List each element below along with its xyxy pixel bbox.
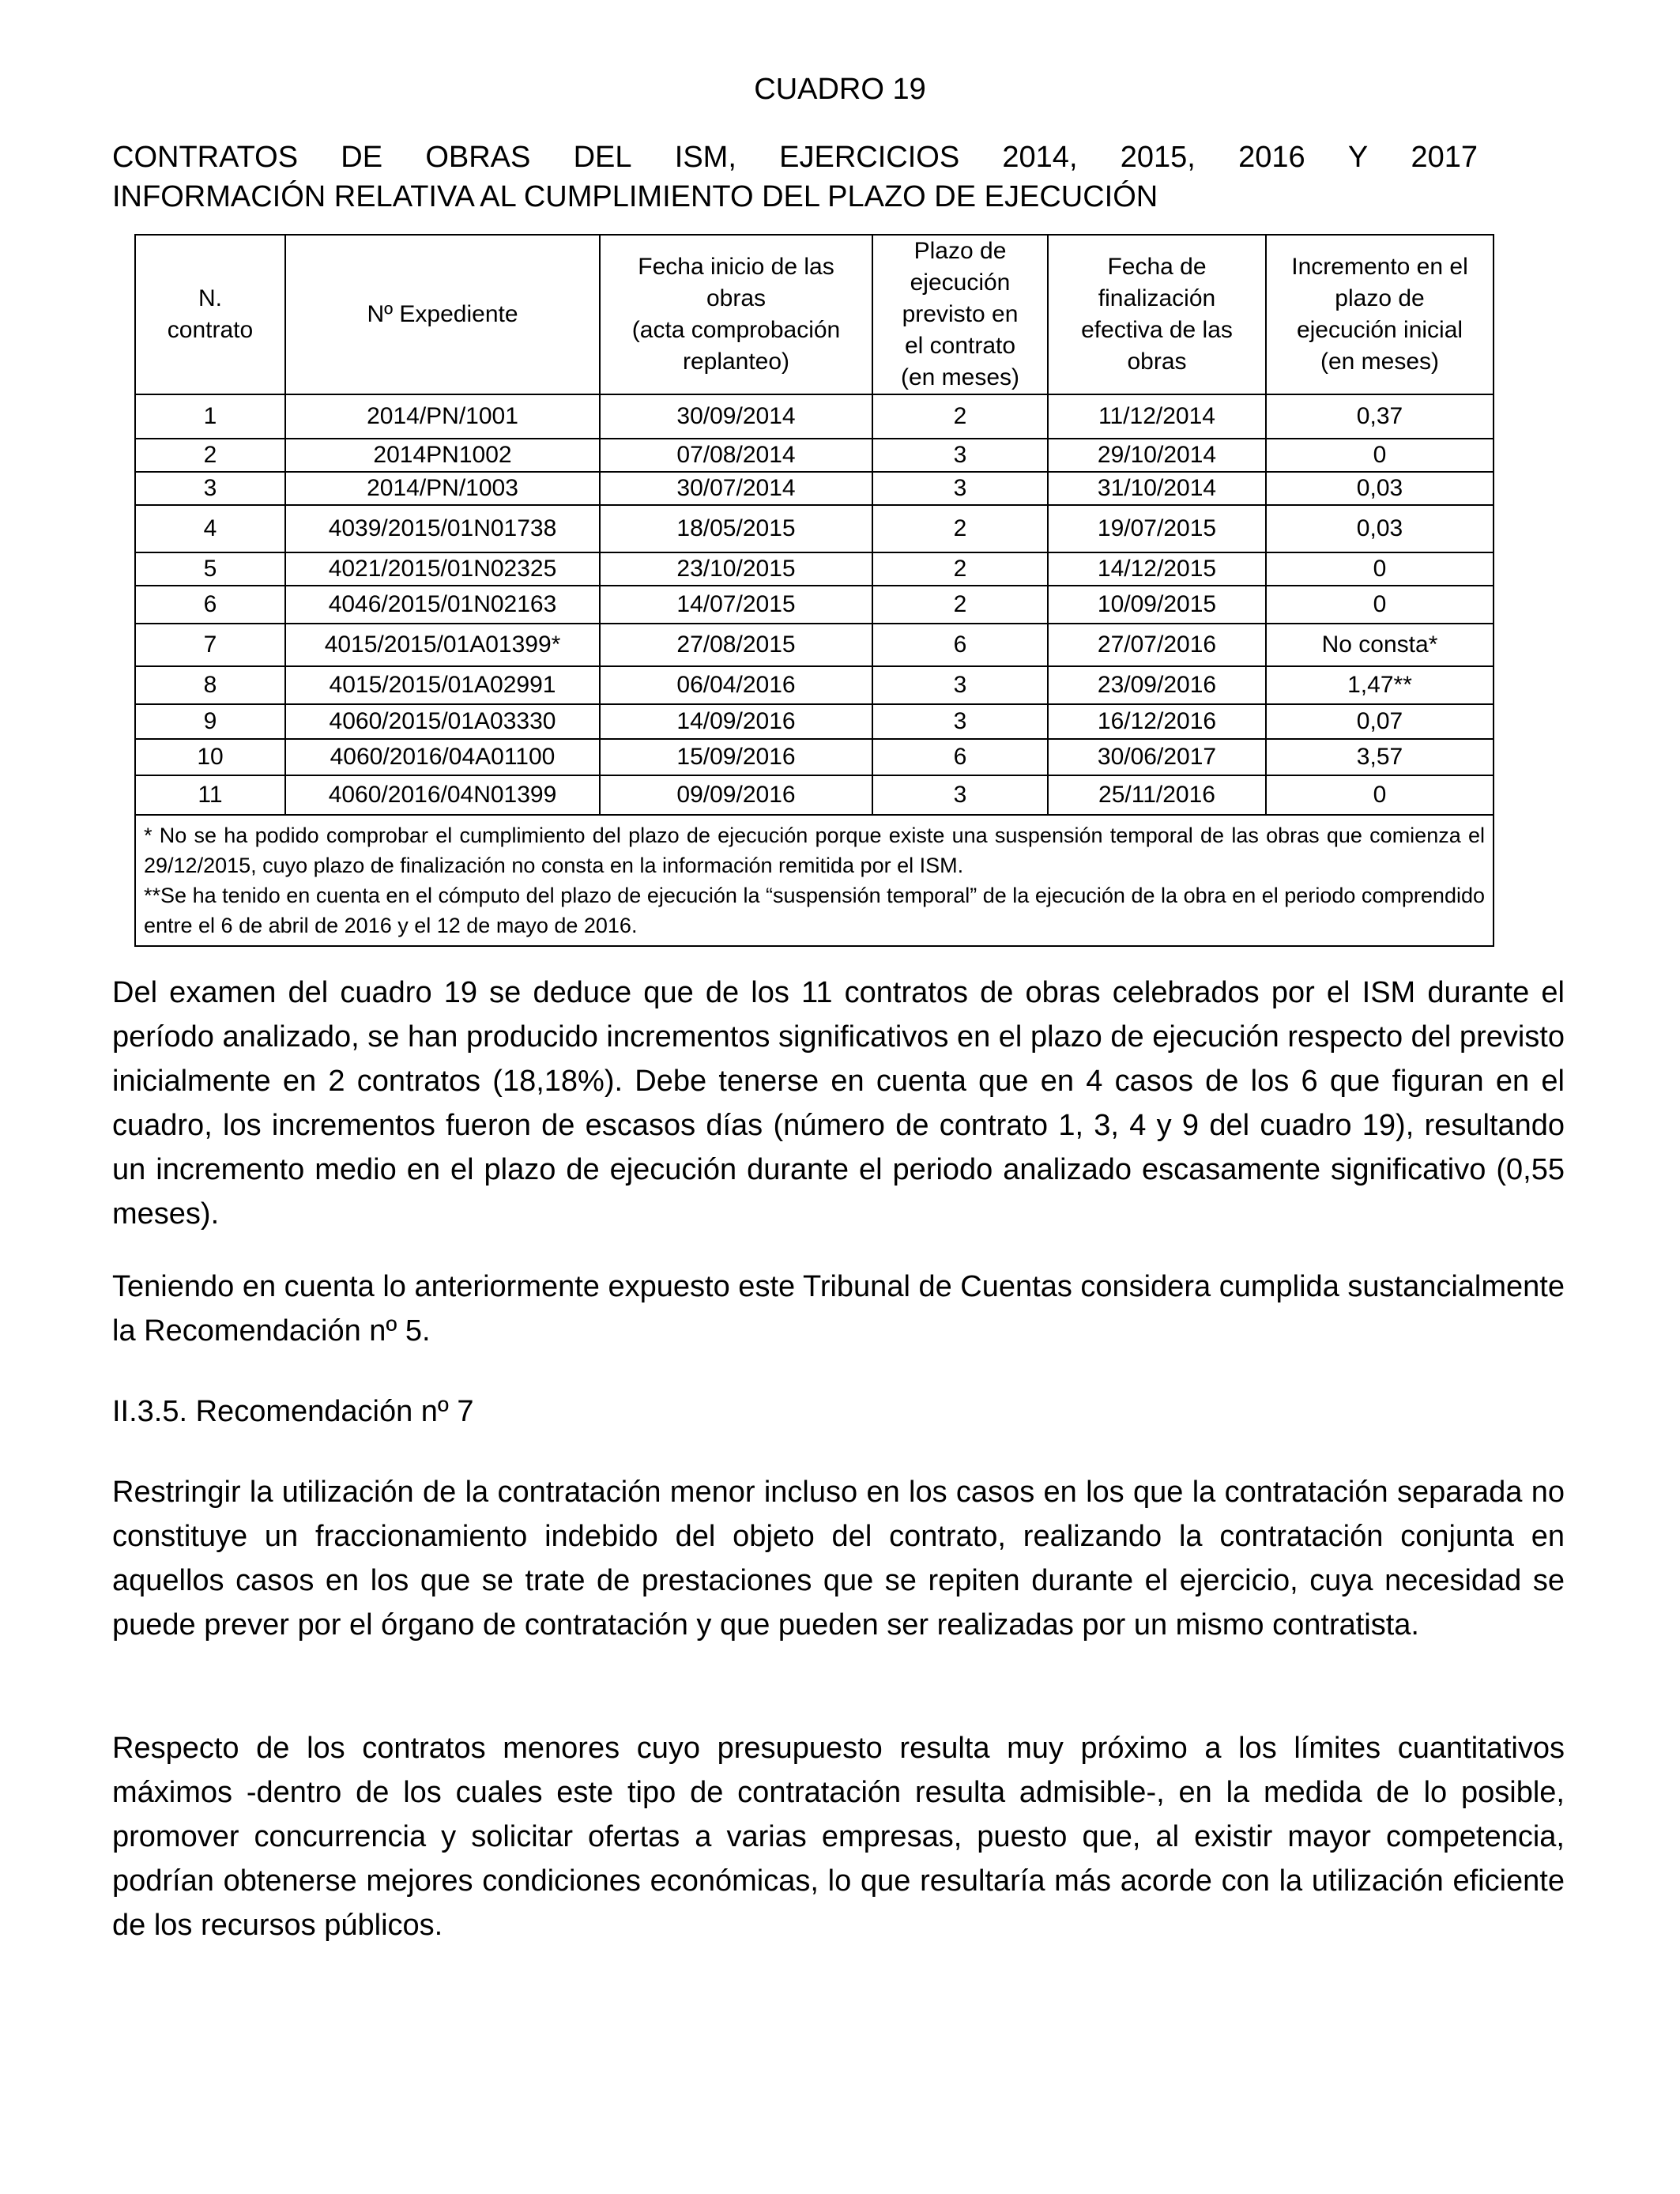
table-row xyxy=(135,775,1494,815)
header-contract-number: N. contrato xyxy=(135,235,285,394)
cell-planned-term: 2 xyxy=(872,394,1048,439)
cell-file-number: 4060/2016/04A01100 xyxy=(285,739,600,775)
cell-file-number: 4015/2015/01A01399* xyxy=(285,624,600,666)
title-word: OBRAS xyxy=(425,141,531,174)
cell-planned-term: 3 xyxy=(872,704,1048,739)
cell-start-date: 27/08/2015 xyxy=(600,624,872,666)
cell-start-date: 23/10/2015 xyxy=(600,552,872,586)
section-heading: II.3.5. Recomendación nº 7 xyxy=(112,1395,474,1428)
table-row xyxy=(135,472,1494,505)
cell-start-date: 06/04/2016 xyxy=(600,666,872,704)
table-row xyxy=(135,552,1494,586)
cell-file-number: 2014/PN/1003 xyxy=(285,472,600,505)
cell-contract-number: 3 xyxy=(135,472,285,505)
cell-planned-term: 3 xyxy=(872,775,1048,815)
cell-file-number: 4015/2015/01A02991 xyxy=(285,666,600,704)
cell-file-number: 4060/2015/01A03330 xyxy=(285,704,600,739)
cell-contract-number: 9 xyxy=(135,704,285,739)
cell-contract-number: 5 xyxy=(135,552,285,586)
paragraph-conclusion: Teniendo en cuenta lo anteriormente expuesto este Tribunal de Cuentas considera cumplida sustancialmente la Recomendación nº 5. xyxy=(112,1270,1565,1348)
cell-start-date: 30/09/2014 xyxy=(600,394,872,439)
header-start-date: Fecha inicio de las obras (acta comprobación replanteo) xyxy=(600,235,872,394)
table-title-line-2: INFORMACIÓN RELATIVA AL CUMPLIMIENTO DEL PLAZO DE EJECUCIÓN xyxy=(112,180,1158,213)
title-word: EJERCICIOS xyxy=(779,141,960,174)
cell-planned-term: 2 xyxy=(872,586,1048,624)
cell-start-date: 07/08/2014 xyxy=(600,439,872,472)
paragraph-minor-contracts: Respecto de los contratos menores cuyo presupuesto resulta muy próximo a los límites cuantitativos máximos -dentro de los cuales este tipo de contratación resulta admisible-, en la medida de lo posible, promover concurrencia y solicitar ofertas a varias empresas, puesto que, al existir mayor competencia, podrían obtenerse mejores condiciones económicas, lo que resultaría más acorde con la utilización eficiente de los recursos públicos. xyxy=(112,1732,1565,1942)
cell-file-number: 4021/2015/01N02325 xyxy=(285,552,600,586)
cell-term-increase: 0,03 xyxy=(1266,472,1494,505)
cell-term-increase: 0 xyxy=(1266,552,1494,586)
cell-start-date: 15/09/2016 xyxy=(600,739,872,775)
cell-start-date: 18/05/2015 xyxy=(600,505,872,552)
header-planned-term: Plazo de ejecución previsto en el contrato (en meses) xyxy=(872,235,1048,394)
table-title xyxy=(112,138,1478,217)
cell-term-increase: 0,37 xyxy=(1266,394,1494,439)
cell-contract-number: 1 xyxy=(135,394,285,439)
title-word: DEL xyxy=(573,141,632,174)
title-word: 2014, xyxy=(1002,141,1078,174)
cell-file-number: 4039/2015/01N01738 xyxy=(285,505,600,552)
cell-end-date: 25/11/2016 xyxy=(1048,775,1266,815)
title-word: DE xyxy=(341,141,383,174)
cell-planned-term: 6 xyxy=(872,624,1048,666)
cell-end-date: 30/06/2017 xyxy=(1048,739,1266,775)
cell-planned-term: 2 xyxy=(872,552,1048,586)
cell-file-number: 4060/2016/04N01399 xyxy=(285,775,600,815)
contracts-table xyxy=(134,234,1494,947)
cell-term-increase: 0 xyxy=(1266,775,1494,815)
table-number-label: CUADRO 19 xyxy=(754,73,926,106)
table-notes xyxy=(135,815,1494,946)
table-row xyxy=(135,666,1494,704)
cell-end-date: 16/12/2016 xyxy=(1048,704,1266,739)
cell-end-date: 31/10/2014 xyxy=(1048,472,1266,505)
title-word: 2016 xyxy=(1238,141,1305,174)
cell-term-increase: 1,47** xyxy=(1266,666,1494,704)
table-row xyxy=(135,586,1494,624)
table-row xyxy=(135,394,1494,439)
cell-file-number: 2014PN1002 xyxy=(285,439,600,472)
header-end-date: Fecha de finalización efectiva de las obras xyxy=(1048,235,1266,394)
title-word: ISM, xyxy=(674,141,736,174)
table-row xyxy=(135,704,1494,739)
title-word: 2015, xyxy=(1120,141,1196,174)
cell-term-increase: 3,57 xyxy=(1266,739,1494,775)
cell-end-date: 19/07/2015 xyxy=(1048,505,1266,552)
cell-contract-number: 8 xyxy=(135,666,285,704)
cell-term-increase: 0,03 xyxy=(1266,505,1494,552)
cell-end-date: 14/12/2015 xyxy=(1048,552,1266,586)
cell-end-date: 10/09/2015 xyxy=(1048,586,1266,624)
table-row xyxy=(135,439,1494,472)
cell-end-date: 29/10/2014 xyxy=(1048,439,1266,472)
table-notes-row xyxy=(135,815,1494,946)
cell-contract-number: 4 xyxy=(135,505,285,552)
title-word: CONTRATOS xyxy=(112,141,299,174)
note-no-consta: * No se ha podido comprobar el cumplimiento del plazo de ejecución porque existe una suspensión temporal de las obras que comienza el 29/12/2015, cuyo plazo de finalización no consta en la información remitida por el ISM. xyxy=(144,824,1485,877)
cell-planned-term: 3 xyxy=(872,472,1048,505)
cell-start-date: 14/09/2016 xyxy=(600,704,872,739)
cell-planned-term: 2 xyxy=(872,505,1048,552)
cell-term-increase: 0,07 xyxy=(1266,704,1494,739)
cell-planned-term: 3 xyxy=(872,439,1048,472)
cell-planned-term: 3 xyxy=(872,666,1048,704)
cell-planned-term: 6 xyxy=(872,739,1048,775)
note-suspension: **Se ha tenido en cuenta en el cómputo del plazo de ejecución la “suspensión temporal” de la ejecución de la obra en el periodo comprendido entre el 6 de abril de 2016 y el 12 de mayo de 2016. xyxy=(144,884,1485,937)
cell-end-date: 11/12/2014 xyxy=(1048,394,1266,439)
cell-term-increase: No consta* xyxy=(1266,624,1494,666)
cell-term-increase: 0 xyxy=(1266,586,1494,624)
table-row xyxy=(135,739,1494,775)
cell-contract-number: 10 xyxy=(135,739,285,775)
cell-term-increase: 0 xyxy=(1266,439,1494,472)
table-row xyxy=(135,624,1494,666)
cell-start-date: 09/09/2016 xyxy=(600,775,872,815)
cell-contract-number: 6 xyxy=(135,586,285,624)
table-header-row xyxy=(135,235,1494,394)
cell-start-date: 14/07/2015 xyxy=(600,586,872,624)
cell-start-date: 30/07/2014 xyxy=(600,472,872,505)
table-row xyxy=(135,505,1494,552)
cell-file-number: 4046/2015/01N02163 xyxy=(285,586,600,624)
cell-contract-number: 11 xyxy=(135,775,285,815)
header-term-increase: Incremento en el plazo de ejecución inicial (en meses) xyxy=(1266,235,1494,394)
title-word: Y xyxy=(1347,141,1369,174)
cell-file-number: 2014/PN/1001 xyxy=(285,394,600,439)
cell-contract-number: 2 xyxy=(135,439,285,472)
cell-end-date: 23/09/2016 xyxy=(1048,666,1266,704)
cell-contract-number: 7 xyxy=(135,624,285,666)
paragraph-analysis: Del examen del cuadro 19 se deduce que de los 11 contratos de obras celebrados por el ISM durante el período analizado, se han producido incrementos significativos en el plazo de ejecución respecto del previsto inicialmente en 2 contratos (18,18%). Debe tenerse en cuenta que en 4 casos de los 6 que figuran en el cuadro, los incrementos fueron de escasos días (número de contrato 1, 3, 4 y 9 del cuadro 19), resultando un incremento medio en el plazo de ejecución durante el periodo analizado escasamente significativo (0,55 meses). xyxy=(112,976,1565,1231)
header-file-number: Nº Expediente xyxy=(285,235,600,394)
cell-end-date: 27/07/2016 xyxy=(1048,624,1266,666)
paragraph-recommendation: Restringir la utilización de la contratación menor incluso en los casos en los que la contratación separada no constituye un fraccionamiento indebido del objeto del contrato, realizando la contratación conjunta en aquellos casos en los que se trate de prestaciones que se repiten durante el ejercicio, cuya necesidad se puede prever por el órgano de contratación y que pueden ser realizadas por un mismo contratista. xyxy=(112,1476,1565,1642)
title-word: 2017 xyxy=(1411,141,1478,174)
table-title-line-1 xyxy=(112,138,1478,177)
